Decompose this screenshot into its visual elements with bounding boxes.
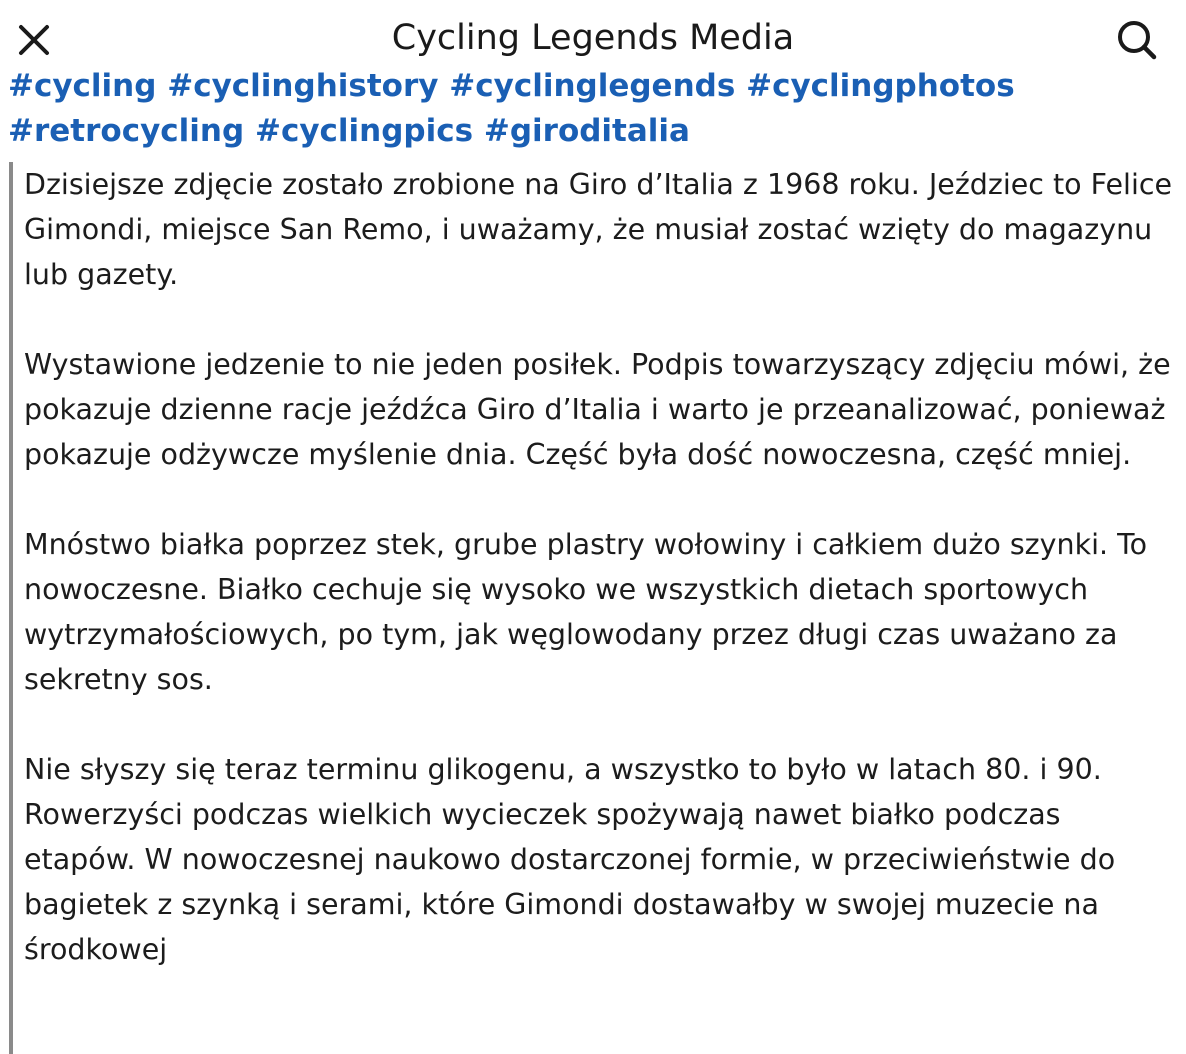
search-button[interactable]	[1114, 18, 1158, 62]
hashtag-link[interactable]: #cycling	[8, 68, 157, 104]
post-paragraph: Nie słyszy się teraz terminu glikogenu, a wszystko to było w latach 80. i 90. Rowerzyści podczas wielkich wycieczek spożywają nawet białko podczas etapów. W nowoczesnej naukowo dostarczonej formie, w przeciwieństwie do bagietek z szynką i serami, które Gimondi dostawałby w swojej muzecie na środkowej	[24, 753, 1116, 966]
post-paragraph: Mnóstwo białka poprzez stek, grube plastry wołowiny i całkiem dużo szynki. To nowoczesne. Białko cechuje się wysoko we wszystkich dietach sportowych wytrzymałościowych, po tym, jak węglowodany przez długi czas uważano za sekretny sos.	[24, 528, 1148, 696]
quote-bar	[9, 162, 13, 1054]
hashtag-link[interactable]: #giroditalia	[483, 113, 690, 149]
post-body	[24, 162, 1174, 1017]
hashtag-link[interactable]: #retrocycling	[8, 113, 245, 149]
post-paragraph: Wystawione jedzenie to nie jeden posiłek. Podpis towarzyszący zdjęciu mówi, że pokazuje dzienne racje jeźdźca Giro d’Italia i warto je przeanalizować, ponieważ pokazuje odżywcze myślenie dnia. Część była dość nowoczesna, część mniej.	[24, 348, 1171, 471]
hashtag-list	[8, 64, 1178, 154]
hashtag-link[interactable]: #cyclinglegends	[449, 68, 736, 104]
search-icon	[1114, 18, 1158, 62]
hashtag-link[interactable]: #cyclingpics	[254, 113, 474, 149]
hashtag-link[interactable]: #cyclinghistory	[167, 68, 439, 104]
hashtag-link[interactable]: #cyclingphotos	[746, 68, 1015, 104]
post-paragraph: Dzisiejsze zdjęcie zostało zrobione na Giro d’Italia z 1968 roku. Jeździec to Felice Gimondi, miejsce San Remo, i uważamy, że musiał zostać wzięty do magazynu lub gazety.	[24, 168, 1173, 291]
page-title: Cycling Legends Media	[391, 18, 795, 58]
